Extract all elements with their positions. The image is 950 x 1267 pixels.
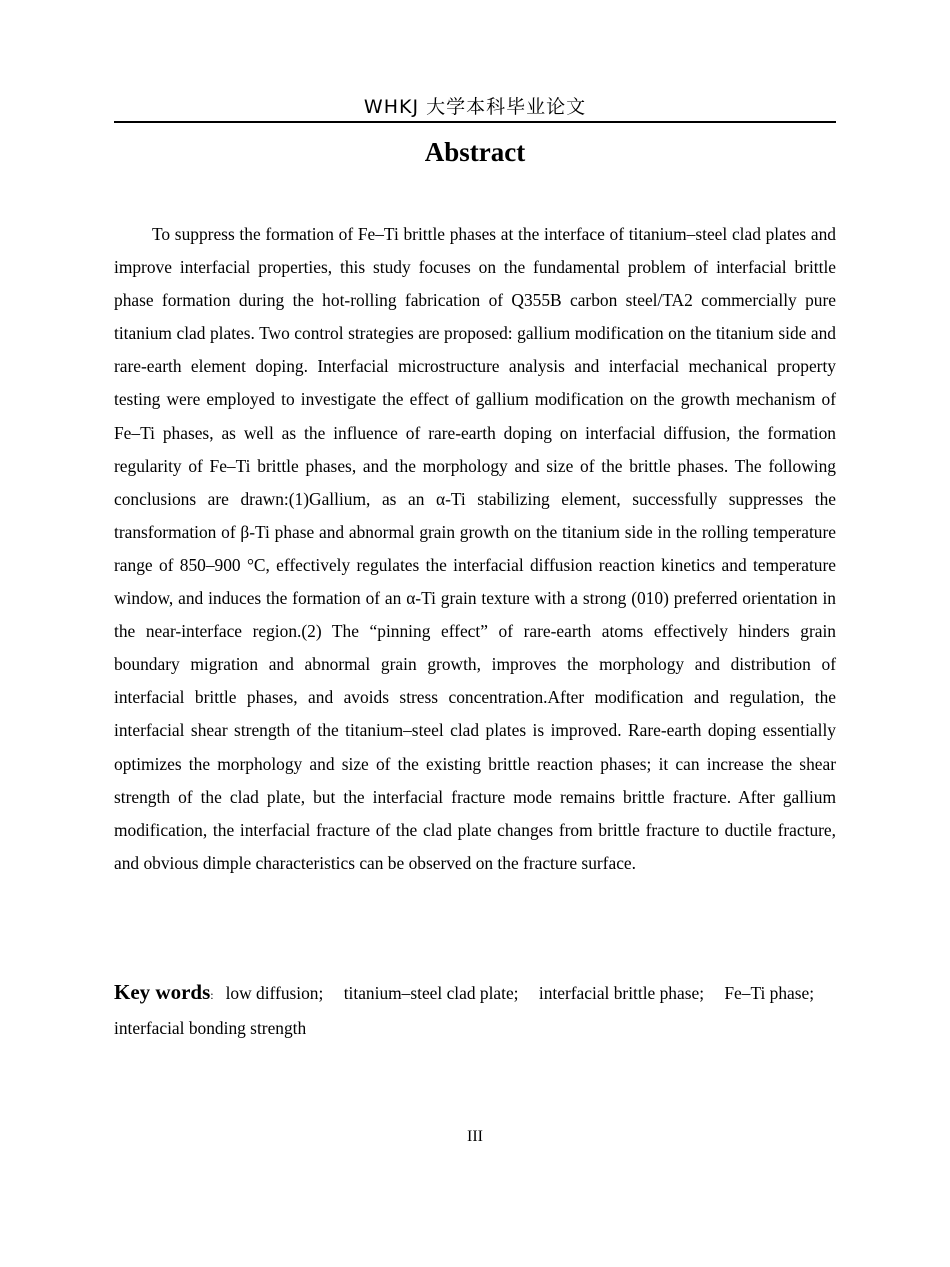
keyword-item: titanium–steel clad plate; [343,983,519,1003]
page-number: III [467,1128,483,1145]
keyword-item: interfacial bonding strength [114,1018,307,1038]
keyword-item: low diffusion; [225,983,324,1003]
abstract-title: Abstract [424,137,526,167]
keyword-item: Fe–Ti phase; [724,983,815,1003]
keywords-label: Key words [114,980,211,1004]
header-rule [114,121,836,123]
keywords-colon: : [210,988,214,1002]
running-header: WHKJ 大学本科毕业论文 [363,96,587,118]
keywords-line [114,976,836,1045]
abstract-body: To suppress the formation of Fe–Ti brittle phases at the interface of titanium–steel clad plates and improve interfacial properties, this study focuses on the fundamental problem of interfacial brittle phase formation during the hot-rolling fabrication of Q355B carbon steel/TA2 commercially pure titanium clad plates. Two control strategies are proposed: gallium modification on the titanium side and rare-earth element doping. Interfacial microstructure analysis and interfacial mechanical property testing were employed to investigate the effect of gallium modification on the growth mechanism of Fe–Ti phases, as well as the influence of rare-earth doping on interfacial diffusion, the formation regularity of Fe–Ti brittle phases, and the morphology and size of the brittle phases. The following conclusions are drawn:(1)Gallium, as an α-Ti stabilizing element, successfully suppresses the transformation of β-Ti phase and abnormal grain growth on the titanium side in the rolling temperature range of 850–900 °C, effectively regulates the interfacial diffusion reaction kinetics and temperature window, and induces the formation of an α-Ti grain texture with a strong (010) preferred orientation in the near-interface region.(2) The “pinning effect” of rare-earth atoms effectively hinders grain boundary migration and abnormal grain growth, improves the morphology and distribution of interfacial brittle phases, and avoids stress concentration.After modification and regulation, the interfacial shear strength of the titanium–steel clad plates is improved. Rare-earth doping essentially optimizes the morphology and size of the existing brittle reaction phases; it can increase the shear strength of the clad plate, but the interfacial fracture mode remains brittle fracture. After gallium modification, the interfacial fracture of the clad plate changes from brittle fracture to ductile fracture, and obvious dimple characteristics can be observed on the fracture surface. [114,224,836,873]
keyword-item: interfacial brittle phase; [538,983,705,1003]
